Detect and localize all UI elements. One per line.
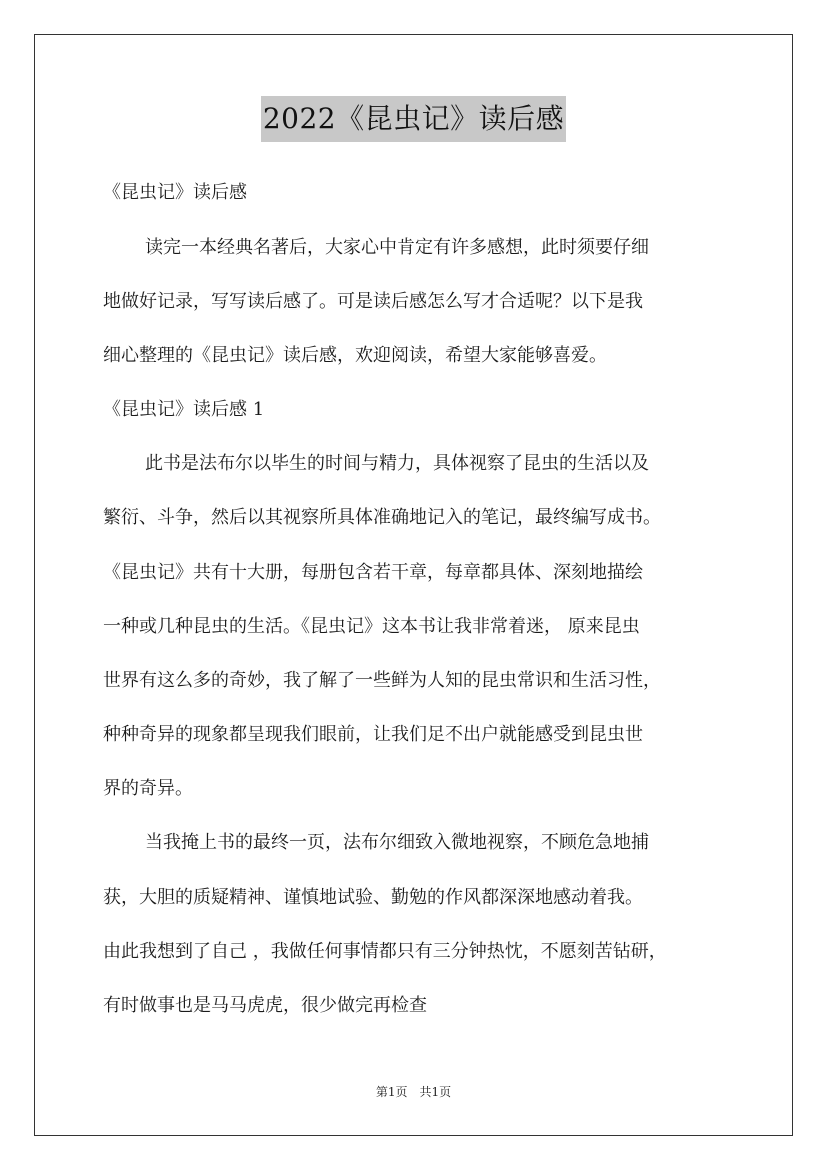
title-container [0,96,827,142]
paragraph-line: 读完一本经典名著后，大家心中肯定有许多感想，此时须要仔细 [145,237,649,258]
paragraph-line: 此书是法布尔以毕生的时间与精力，具体视察了昆虫的生活以及 [145,453,649,474]
paragraph-line: 种种奇异的现象都呈现我们眼前，让我们足不出户就能感受到昆虫世 [103,724,643,745]
section-heading: 《昆虫记》读后感 1 [103,399,265,420]
page-number: 第1页 [375,1085,408,1099]
paragraph-line: 一种或几种昆虫的生活。《昆虫记》这本书让我非常着迷， 原来昆虫 [103,616,640,637]
document-title: 2022《昆虫记》读后感 [261,96,566,142]
section-heading: 《昆虫记》读后感 [103,182,247,203]
paragraph-line: 界的奇异。 [103,778,193,799]
paragraph-line: 地做好记录，写写读后感了。可是读后感怎么写才合适呢？以下是我 [103,291,643,312]
paragraph-line: 由此我想到了自己 ，我做任何事情都只有三分钟热忱，不愿刻苦钻研， [103,941,667,962]
paragraph-line: 《昆虫记》共有十大册，每册包含若干章，每章都具体、深刻地描绘 [103,562,643,583]
paragraph-line: 细心整理的《昆虫记》读后感，欢迎阅读，希望大家能够喜爱。 [103,345,607,366]
paragraph-line: 获，大胆的质疑精神、谨慎地试验、勤勉的作风都深深地感动着我。 [103,887,643,908]
page-total: 共1页 [419,1085,452,1099]
paragraph-line: 有时做事也是马马虎虎，很少做完再检查 [103,995,427,1016]
paragraph-line: 当我掩上书的最终一页，法布尔细致入微地视察，不顾危急地捕 [145,832,649,853]
page-footer [0,1084,827,1100]
paragraph-line: 世界有这么多的奇妙，我了解了一些鲜为人知的昆虫常识和生活习性， [103,670,661,691]
paragraph-line: 繁衍、斗争，然后以其视察所具体准确地记入的笔记，最终编写成书。 [103,507,661,528]
